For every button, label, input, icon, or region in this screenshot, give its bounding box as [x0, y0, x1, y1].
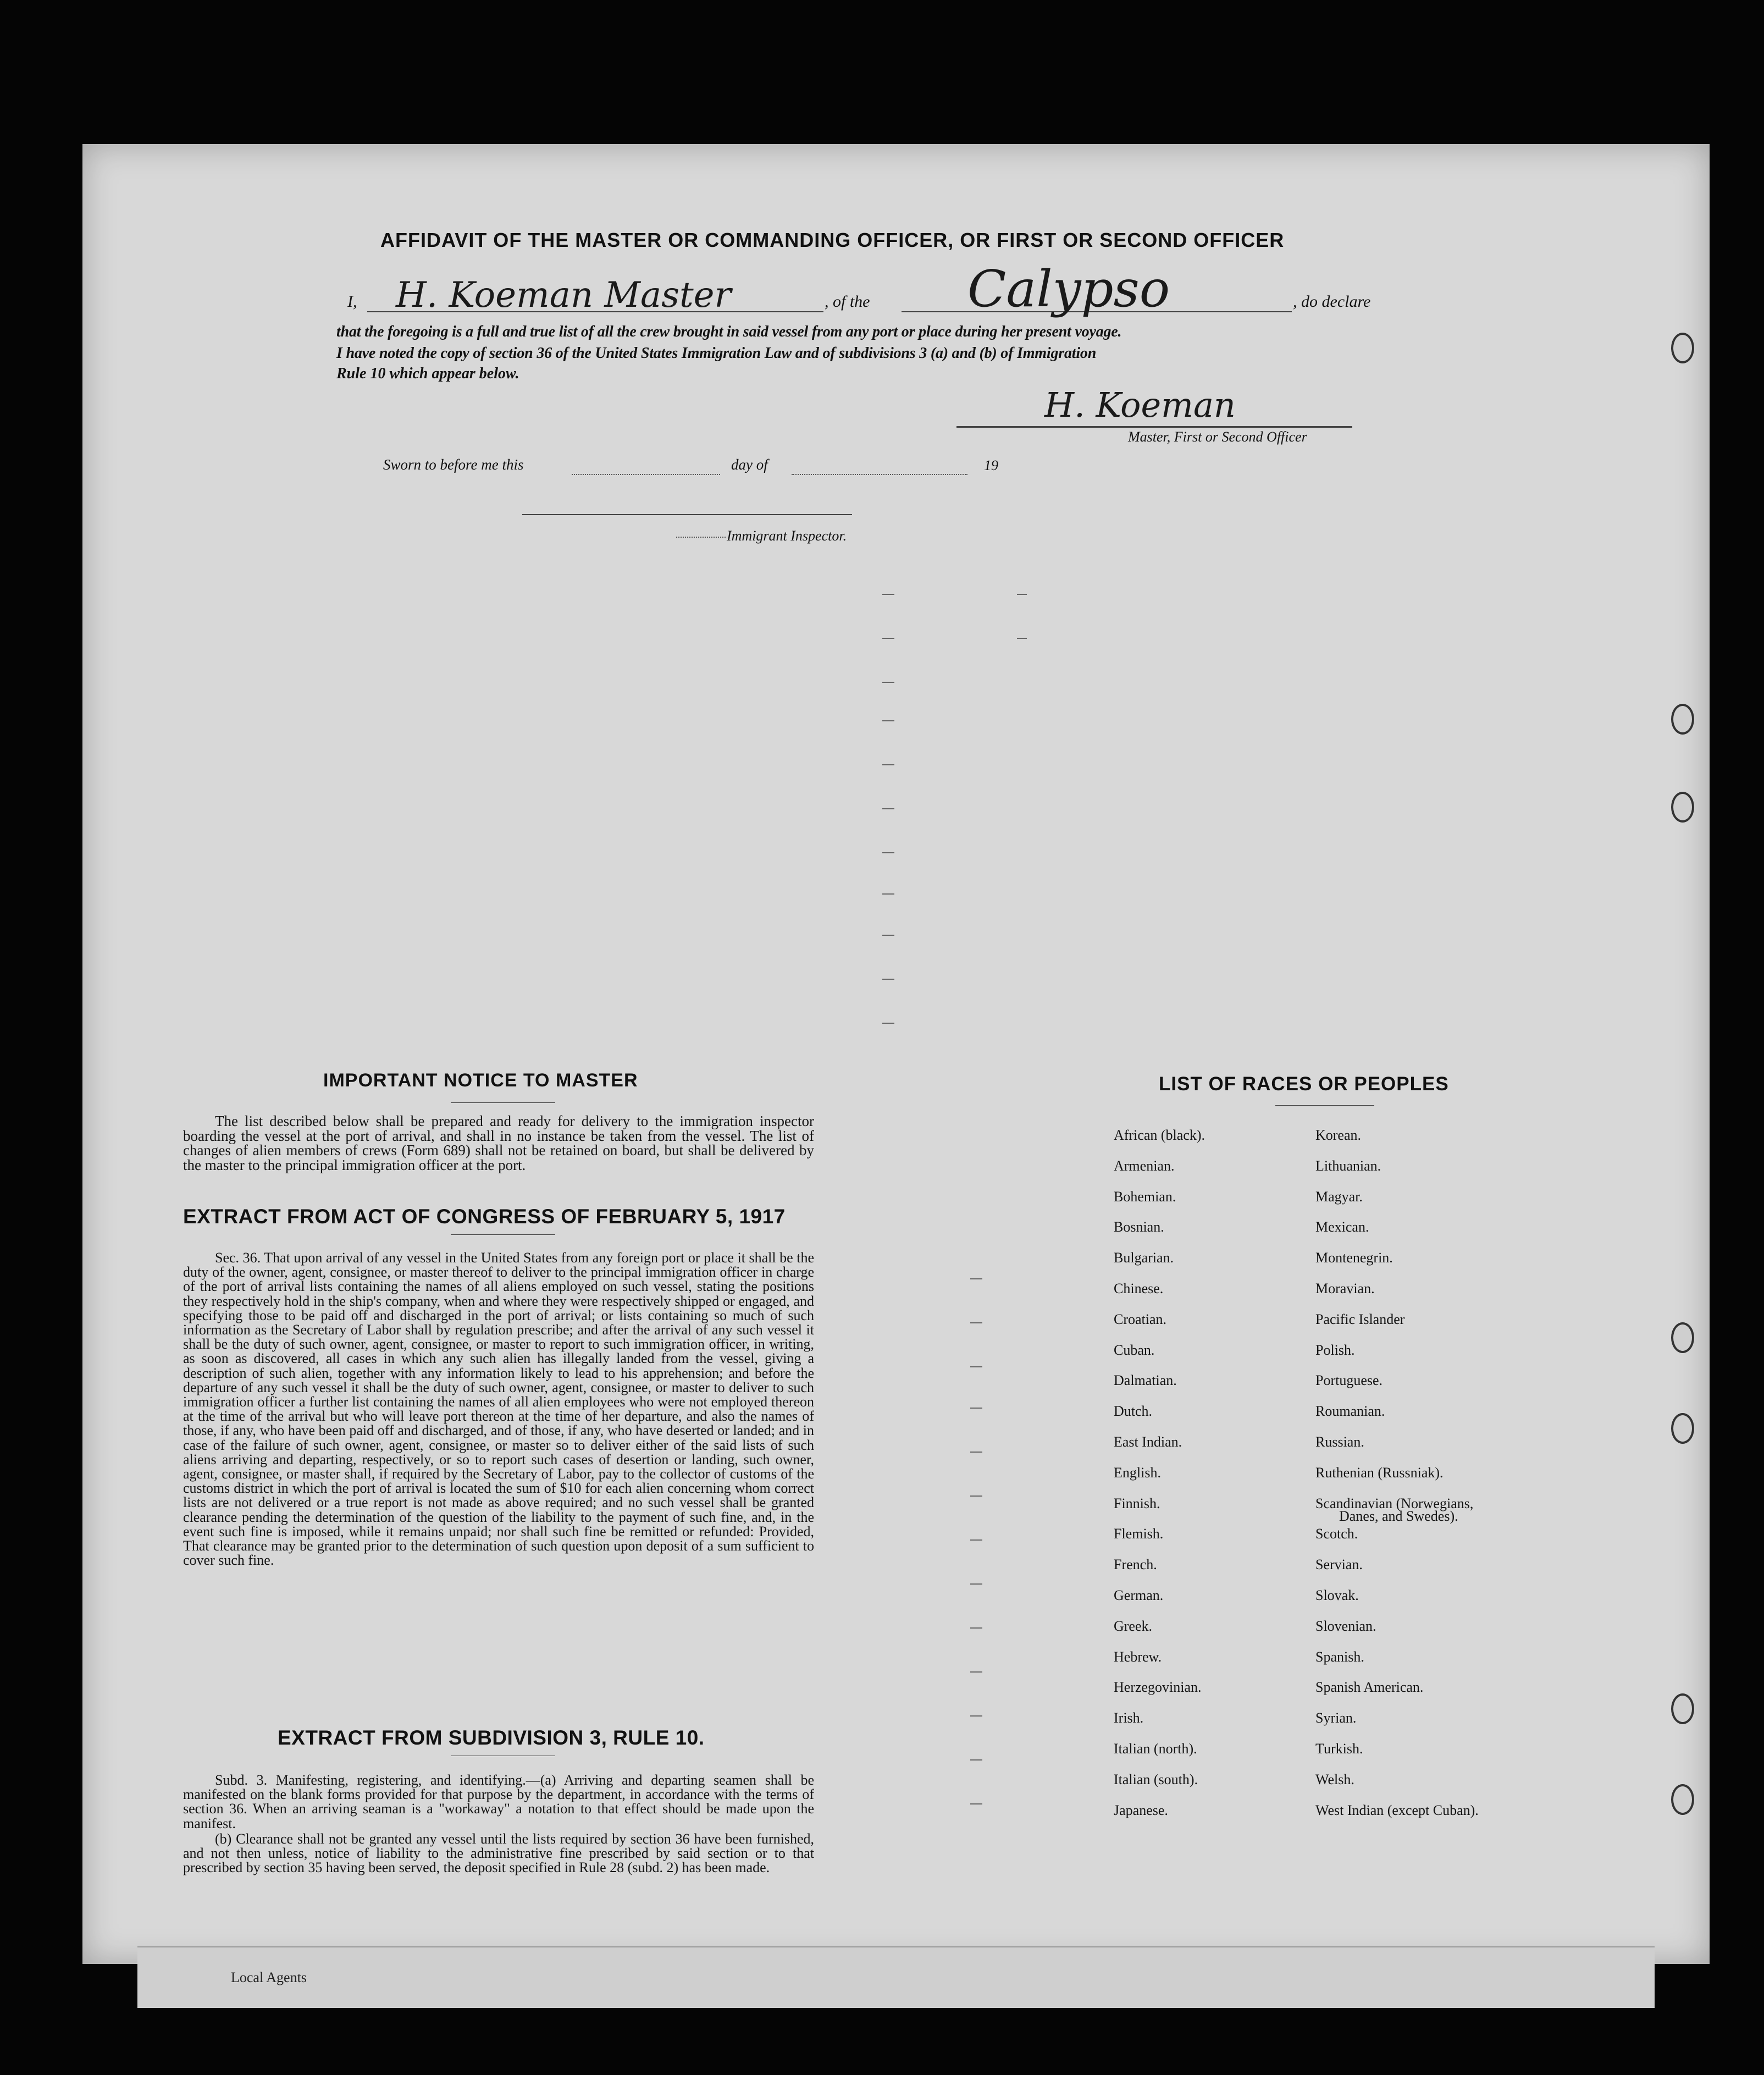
- binder-hole: [1671, 704, 1694, 735]
- affidavit-i-prefix: I,: [347, 293, 357, 311]
- affidavit-line-4: Rule 10 which appear below.: [336, 365, 519, 382]
- dash-mark: [970, 1671, 982, 1673]
- dash-mark: [970, 1539, 982, 1541]
- dash-mark: [970, 1759, 982, 1761]
- race-entry: Hebrew.: [1114, 1648, 1162, 1665]
- vessel-name: Calypso: [967, 260, 1170, 318]
- day-of-text: day of: [731, 456, 768, 473]
- year-prefix: 19: [984, 457, 998, 473]
- dash-mark: [882, 720, 894, 721]
- dash-mark: [970, 1322, 982, 1323]
- dash-mark: [970, 1715, 982, 1717]
- race-entry: Italian (north).: [1114, 1741, 1197, 1757]
- dash-mark: [1017, 638, 1027, 639]
- affidavit-do-declare: , do declare: [1293, 293, 1371, 311]
- race-entry: Scotch.: [1315, 1526, 1358, 1542]
- race-entry: Scandinavian (Norwegians,: [1315, 1495, 1474, 1511]
- binder-hole: [1671, 1322, 1694, 1353]
- signature-line: [956, 426, 1352, 428]
- affidavit-line-3: I have noted the copy of section 36 of the United States Immigration Law and of subdivisions 3 (a) and (b) of Immigration: [336, 345, 1097, 362]
- local-agents-label: Local Agents: [231, 1969, 307, 1985]
- signature-caption: Master, First or Second Officer: [1128, 429, 1307, 445]
- notice-text: The list described below shall be prepared and ready for delivery to the immigration inspector boarding the vessel at the port of arrival, and shall in no instance be taken from the vessel. The list of changes of alien members of crews (Form 689) shall not be retained on board, but shall be delivered by the master to the principal immigration officer at the port.: [183, 1113, 814, 1173]
- act-title-rule: [451, 1234, 555, 1235]
- dash-mark: [970, 1366, 982, 1367]
- affidavit-title: AFFIDAVIT OF THE MASTER OR COMMANDING OFFICER, OR FIRST OR SECOND OFFICER: [380, 229, 1285, 251]
- race-entry: Servian.: [1315, 1557, 1363, 1573]
- affidavit-line-2: that the foregoing is a full and true list of all the crew brought in said vessel from any port or place during her present voyage.: [336, 323, 1122, 340]
- race-entry: French.: [1114, 1557, 1157, 1573]
- rule-text-a: Subd. 3. Manifesting, registering, and identifying.—(a) Arriving and departing seamen shall be manifested on the blank forms provided for that purpose by the department, in accordance with the terms of section 36. When an arriving seaman is a "workaway" a notation to that effect should be made upon the manifest.: [183, 1772, 814, 1831]
- race-entry: Japanese.: [1114, 1802, 1168, 1818]
- master-name: H. Koeman Master: [396, 275, 732, 316]
- race-entry: Finnish.: [1114, 1495, 1160, 1511]
- dash-mark: [970, 1583, 982, 1585]
- race-entry: Mexican.: [1315, 1219, 1369, 1235]
- race-entry: English.: [1114, 1464, 1161, 1481]
- document-page: [82, 144, 1710, 1964]
- sworn-text: Sworn to before me this: [383, 456, 524, 473]
- race-entry: Welsh.: [1315, 1771, 1354, 1787]
- notice-title-rule: [451, 1102, 555, 1103]
- race-entry: Portuguese.: [1315, 1372, 1383, 1389]
- race-entry-extra: Danes, and Swedes).: [1339, 1508, 1458, 1524]
- race-entry: Polish.: [1315, 1342, 1355, 1358]
- bottom-strip: [137, 1946, 1655, 2008]
- dash-mark: [970, 1627, 982, 1629]
- race-entry: Magyar.: [1315, 1188, 1363, 1205]
- race-entry: Bohemian.: [1114, 1188, 1176, 1205]
- dash-mark: [882, 764, 894, 765]
- dash-mark: [882, 682, 894, 683]
- race-entry: Ruthenian (Russniak).: [1315, 1464, 1444, 1481]
- affidavit-of-the: , of the: [825, 293, 870, 311]
- race-entry: German.: [1114, 1587, 1164, 1603]
- race-entry: Bosnian.: [1114, 1219, 1164, 1235]
- races-title-rule: [1275, 1105, 1374, 1106]
- race-entry: Korean.: [1315, 1127, 1362, 1143]
- races-title: LIST OF RACES OR PEOPLES: [1159, 1073, 1449, 1095]
- race-entry: Moravian.: [1315, 1281, 1375, 1296]
- binder-hole: [1671, 792, 1694, 823]
- race-entry: Turkish.: [1315, 1741, 1363, 1757]
- dash-mark: [1017, 594, 1027, 595]
- dash-mark: [882, 638, 894, 639]
- race-entry: Montenegrin.: [1315, 1250, 1393, 1266]
- dash-mark: [882, 935, 894, 936]
- race-entry: Spanish American.: [1315, 1679, 1424, 1696]
- rule-text-b: (b) Clearance shall not be granted any vessel until the lists required by section 36 have been furnished, and not then unless, notice of liability to the administrative fine prescribed by said section or to that prescribed by section 35 having been served, the deposit specified in Rule 28 (subd. 2) has been made.: [183, 1831, 814, 1876]
- sworn-month-line: [792, 474, 967, 475]
- race-entry: Russian.: [1315, 1434, 1364, 1450]
- dash-mark: [882, 1023, 894, 1024]
- race-entry: Slovenian.: [1315, 1618, 1376, 1634]
- race-entry: Armenian.: [1114, 1157, 1175, 1174]
- race-entry: Italian (south).: [1114, 1771, 1198, 1787]
- race-entry: Herzegovinian.: [1114, 1679, 1202, 1696]
- inspector-dotted-line: [676, 537, 726, 538]
- dash-mark: [970, 1278, 982, 1279]
- race-entry: Greek.: [1114, 1618, 1153, 1634]
- rule-title: EXTRACT FROM SUBDIVISION 3, RULE 10.: [278, 1726, 705, 1749]
- binder-hole: [1671, 333, 1694, 363]
- race-entry: Roumanian.: [1315, 1403, 1385, 1420]
- race-entry: Irish.: [1114, 1710, 1144, 1726]
- sworn-day-line: [572, 474, 720, 475]
- binder-hole: [1671, 1784, 1694, 1815]
- inspector-caption: Immigrant Inspector.: [727, 528, 847, 544]
- race-entry: Cuban.: [1114, 1342, 1155, 1358]
- act-text: Sec. 36. That upon arrival of any vessel in the United States from any foreign port or place it shall be the duty of the owner, agent, consignee, or master thereof to deliver to the principal immigration officer in charge of the port of arrival lists containing the names of all aliens employed on such vessel, stating the positions they respectively hold in the ship's company, when and where they were respectively shipped or engaged, and specifying those to be paid off and discharged in the port of arrival; or lists containing so much of such information as the Secretary of Labor shall by regulation prescribe; and after the arrival of any such vessel it shall be the duty of such owner, agent, consignee, or master to report to such immigration officer, in writing, as soon as discovered, all cases in which any such alien has illegally landed from the vessel, giving a description of such alien, together with any information likely to lead to his apprehension; and before the departure of any such vessel it shall be the duty of such owner, agent, consignee, or master to deliver to such immigration officer a further list containing the names of all alien employees who were not employed thereon at the time of the arrival but who will leave port thereon at the time of her departure, and also the names of those, if any, who have been paid off and discharged, and of those, if any, who have deserted or landed; and in case of the failure of such owner, agent, consignee, or master so to deliver either of the said lists of such aliens arriving and departing, respectively, or so to report such cases of desertion or landing, such owner, agent, consignee, or master shall, if required by the Secretary of Labor, pay to the collector of customs of the customs district in which the port of arrival is located the sum of $10 for each alien concerning whom correct lists are not delivered or a true report is not made as above required; and no such vessel shall be granted clearance pending the determination of the question of the liability to the payment of such fine, and, in the event such fine is imposed, while it remains unpaid; nor shall such fine be remitted or refunded: Provided, That clearance may be granted prior to the determination of such question upon deposit of a sum sufficient to cover such fine.: [183, 1250, 814, 1569]
- race-entry: Flemish.: [1114, 1526, 1164, 1542]
- dash-mark: [882, 979, 894, 980]
- dash-mark: [882, 852, 894, 853]
- race-entry: Lithuanian.: [1315, 1157, 1381, 1174]
- race-entry: West Indian (except Cuban).: [1315, 1802, 1479, 1818]
- race-entry: Bulgarian.: [1114, 1250, 1174, 1266]
- race-entry: Dutch.: [1114, 1403, 1153, 1420]
- race-entry: Slovak.: [1315, 1587, 1359, 1603]
- race-entry: Dalmatian.: [1114, 1372, 1177, 1389]
- dash-mark: [970, 1803, 982, 1804]
- dash-mark: [970, 1408, 982, 1409]
- race-entry: Pacific Islander: [1315, 1311, 1405, 1327]
- act-title: EXTRACT FROM ACT OF CONGRESS OF FEBRUARY 5, 1917: [183, 1205, 786, 1228]
- race-entry: Chinese.: [1114, 1281, 1164, 1296]
- race-entry: Spanish.: [1315, 1648, 1364, 1665]
- race-entry: Syrian.: [1315, 1710, 1357, 1726]
- master-signature: H. Koeman: [1044, 385, 1236, 425]
- binder-hole: [1671, 1413, 1694, 1444]
- binder-hole: [1671, 1693, 1694, 1724]
- dash-mark: [970, 1495, 982, 1497]
- notice-title: IMPORTANT NOTICE TO MASTER: [323, 1070, 638, 1091]
- inspector-line: [522, 514, 852, 515]
- dash-mark: [882, 808, 894, 809]
- dash-mark: [970, 1452, 982, 1453]
- race-entry: African (black).: [1114, 1127, 1206, 1143]
- race-entry: Croatian.: [1114, 1311, 1167, 1327]
- dash-mark: [882, 893, 894, 895]
- race-entry: East Indian.: [1114, 1434, 1182, 1450]
- dash-mark: [882, 594, 894, 595]
